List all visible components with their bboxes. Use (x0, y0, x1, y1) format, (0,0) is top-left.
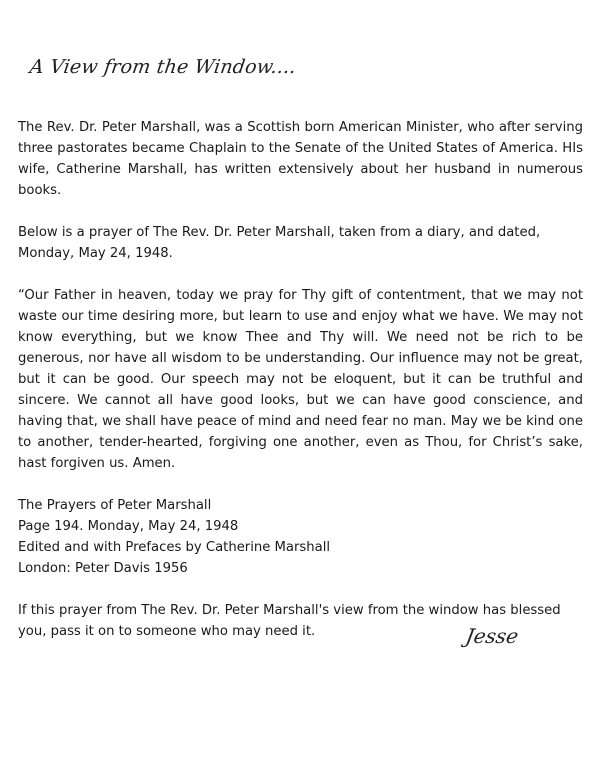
prayer-intro-paragraph: Below is a prayer of The Rev. Dr. Peter Marshall, taken from a diary, and dated, Monday, May 24, 1948. (18, 225, 541, 261)
citation-block (18, 495, 583, 579)
page-title: A View from the Window.... (28, 56, 298, 78)
citation-editor: Edited and with Prefaces by Catherine Marshall (18, 540, 331, 555)
citation-publisher: London: Peter Davis 1956 (18, 561, 188, 576)
citation-page-date: Page 194. Monday, May 24, 1948 (18, 519, 239, 534)
document-body (18, 117, 583, 663)
prayer-paragraph: “Our Father in heaven, today we pray for Thy gift of contentment, that we may not waste our time desiring more, but learn to use and enjoy what we have. We may not know everything, but we know Thee and Thy will. We need not be rich to be generous, nor have all wisdom to be understanding. Our influence may not be great, but it can be good. Our speech may not be eloquent, but it can be truthful and sincere. We cannot all have good looks, but we can have good conscience, and having that, we shall have peace of mind and need fear no man. May we be kind one to another, tender-hearted, forgiving one another, even as Thou, for Christ’s sake, hast forgiven us. Amen. (18, 288, 583, 471)
intro-paragraph: The Rev. Dr. Peter Marshall, was a Scottish born American Minister, who after serving three pastorates became Chaplain to the Senate of the United States of America. HIs wife, Catherine Marshall, has written extensively about her husband in numerous books. (18, 120, 583, 198)
citation-book-title: The Prayers of Peter Marshall (18, 498, 212, 513)
signature: Jesse (463, 624, 521, 648)
closing-paragraph: If this prayer from The Rev. Dr. Peter Marshall's view from the window has blessed you, pass it on to someone who may need it. (18, 603, 561, 639)
